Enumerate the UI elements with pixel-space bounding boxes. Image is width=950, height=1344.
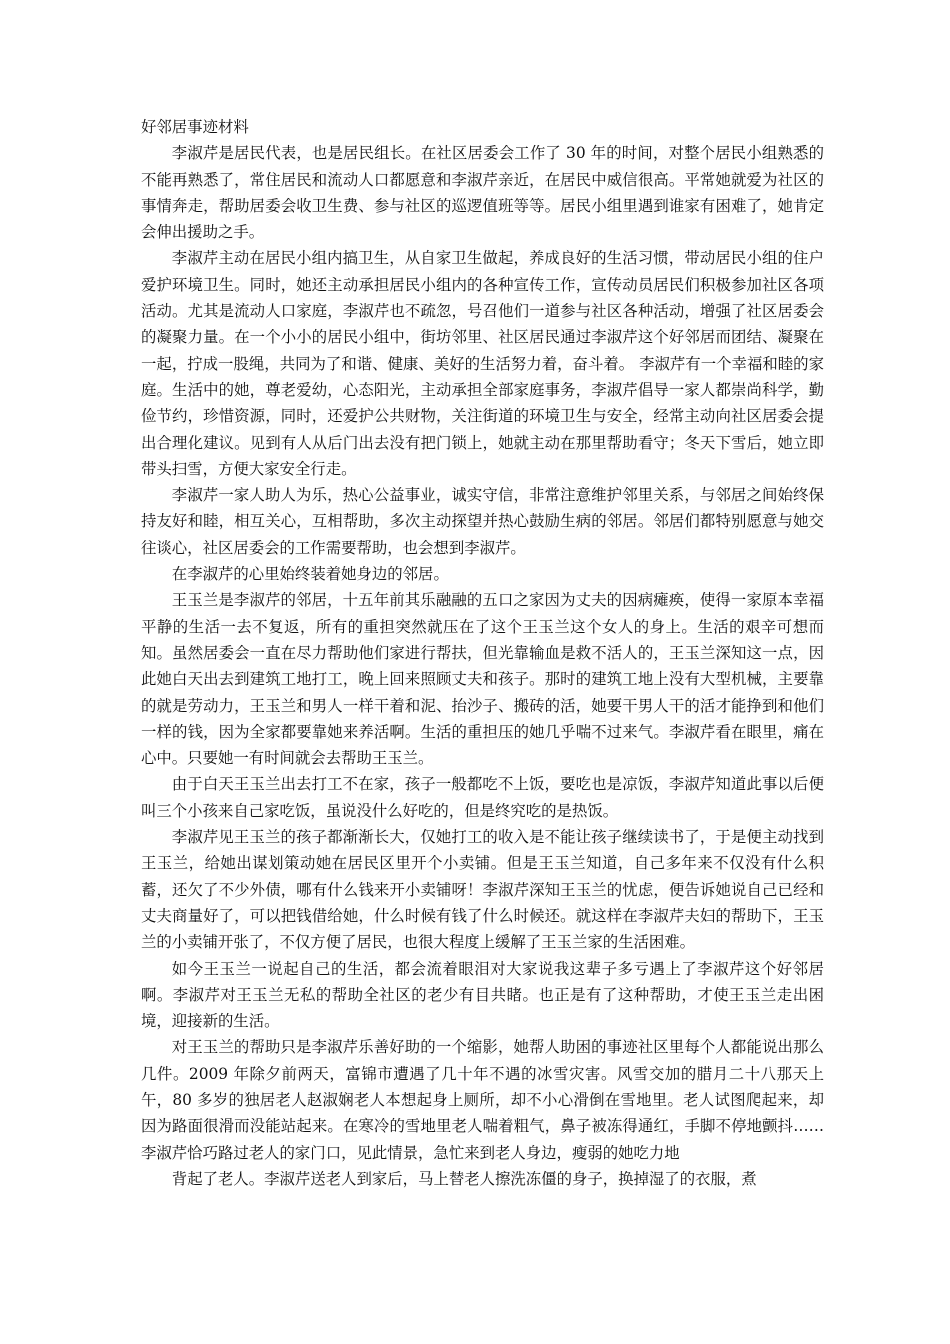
document-page — [141, 114, 824, 1192]
paragraph-8: 如今王玉兰一说起自己的生活，都会流着眼泪对大家说我这辈子多亏遇上了李淑芹这个好邻居啊。李淑芹对王玉兰无私的帮助全社区的老少有目共睹。也正是有了这种帮助，才使王玉兰走出困境，迎接新的生活。 — [141, 959, 824, 1031]
paragraph-1: 李淑芹是居民代表，也是居民组长。在社区居委会工作了 30 年的时间，对整个居民小组熟悉的不能再熟悉了，常住居民和流动人口都愿意和李淑芹亲近，在居民中威信很高。平常她就爱为社区的事情奔走，帮助居委会收卫生费、参与社区的巡逻值班等等。居民小组里遇到谁家有困难了，她肯定会伸出援助之手。 — [141, 144, 824, 242]
paragraph-2: 李淑芹主动在居民小组内搞卫生，从自家卫生做起，养成良好的生活习惯，带动居民小组的住户爱护环境卫生。同时，她还主动承担居民小组内的各种宣传工作，宣传动员居民们积极参加社区各项活动。尤其是流动人口家庭，李淑芹也不疏忽，号召他们一道参与社区各种活动，增强了社区居委会的凝聚力量。在一个小小的居民小组中，街坊邻里、社区居民通过李淑芹这个好邻居而团结、凝聚在一起，拧成一股绳，共同为了和谐、健康、美好的生活努力着，奋斗着。 李淑芹有一个幸福和睦的家庭。生活中的她，尊老爱幼，心态阳光，主动承担全部家庭事务，李淑芹倡导一家人都崇尚科学，勤俭节约，珍惜资源，同时，还爱护公共财物，关注街道的环境卫生与安全，经常主动向社区居委会提出合理化建议。见到有人从后门出去没有把门锁上，她就主动在那里帮助看守；冬天下雪后，她立即带头扫雪，方便大家安全行走。 — [141, 249, 824, 478]
document-title: 好邻居事迹材料 — [141, 118, 249, 136]
paragraph-9: 对王玉兰的帮助只是李淑芹乐善好助的一个缩影，她帮人助困的事迹社区里每个人都能说出那么几件。2009 年除夕前两天，富锦市遭遇了几十年不遇的冰雪灾害。风雪交加的腊月二十八那天上午，80 多岁的独居老人赵淑娴老人本想起身上厕所，却不小心滑倒在雪地里。老人试图爬起来，却因为路面很滑而没能站起来。在寒冷的雪地里老人喘着粗气，鼻子被冻得通红，手脚不停地颤抖……李淑芹恰巧路过老人的家门口，见此情景，急忙来到老人身边，瘦弱的她吃力地 — [141, 1038, 824, 1162]
paragraph-4: 在李淑芹的心里始终装着她身边的邻居。 — [171, 565, 449, 584]
paragraph-5: 王玉兰是李淑芹的邻居，十五年前其乐融融的五口之家因为丈夫的因病瘫痪，使得一家原本幸福平静的生活一去不复返，所有的重担突然就压在了这个王玉兰这个女人的身上。生活的艰辛可想而知。虽然居委会一直在尽力帮助他们家进行帮扶，但光靠输血是救不活人的，王玉兰深知这一点，因此她白天出去到建筑工地打工，晚上回来照顾丈夫和孩子。那时的建筑工地上没有大型机械，主要靠的就是劳动力，王玉兰和男人一样干着和泥、抬沙子、搬砖的活，她要干男人干的活才能挣到和他们一样的钱，因为全家都要靠她来养活啊。生活的重担压的她几乎喘不过来气。李淑芹看在眼里，痛在心中。只要她一有时间就会去帮助王玉兰。 — [141, 591, 824, 768]
paragraph-7: 李淑芹见王玉兰的孩子都渐渐长大，仅她打工的收入是不能让孩子继续读书了，于是便主动找到王玉兰，给她出谋划策动她在居民区里开个小卖铺。但是王玉兰知道，自己多年来不仅没有什么积蓄，还欠了不少外债，哪有什么钱来开小卖铺呀！李淑芹深知王玉兰的忧虑，便告诉她说自己已经和丈夫商量好了，可以把钱借给她，什么时候有钱了什么时候还。就这样在李淑芹夫妇的帮助下，王玉兰的小卖铺开张了，不仅方便了居民，也很大程度上缓解了王玉兰家的生活困难。 — [141, 828, 824, 952]
paragraph-3: 李淑芹一家人助人为乐，热心公益事业，诚实守信，非常注意维护邻里关系，与邻居之间始终保持友好和睦，相互关心，互相帮助，多次主动探望并热心鼓励生病的邻居。邻居们都特别愿意与她交往谈心，社区居委会的工作需要帮助，也会想到李淑芹。 — [141, 486, 824, 557]
paragraph-10: 背起了老人。李淑芹送老人到家后，马上替老人擦洗冻僵的身子，换掉湿了的衣服，煮 — [171, 1169, 757, 1188]
paragraph-6: 由于白天王玉兰出去打工不在家，孩子一般都吃不上饭，要吃也是凉饭，李淑芹知道此事以后便叫三个小孩来自己家吃饭，虽说没什么好吃的，但是终究吃的是热饭。 — [141, 775, 824, 820]
